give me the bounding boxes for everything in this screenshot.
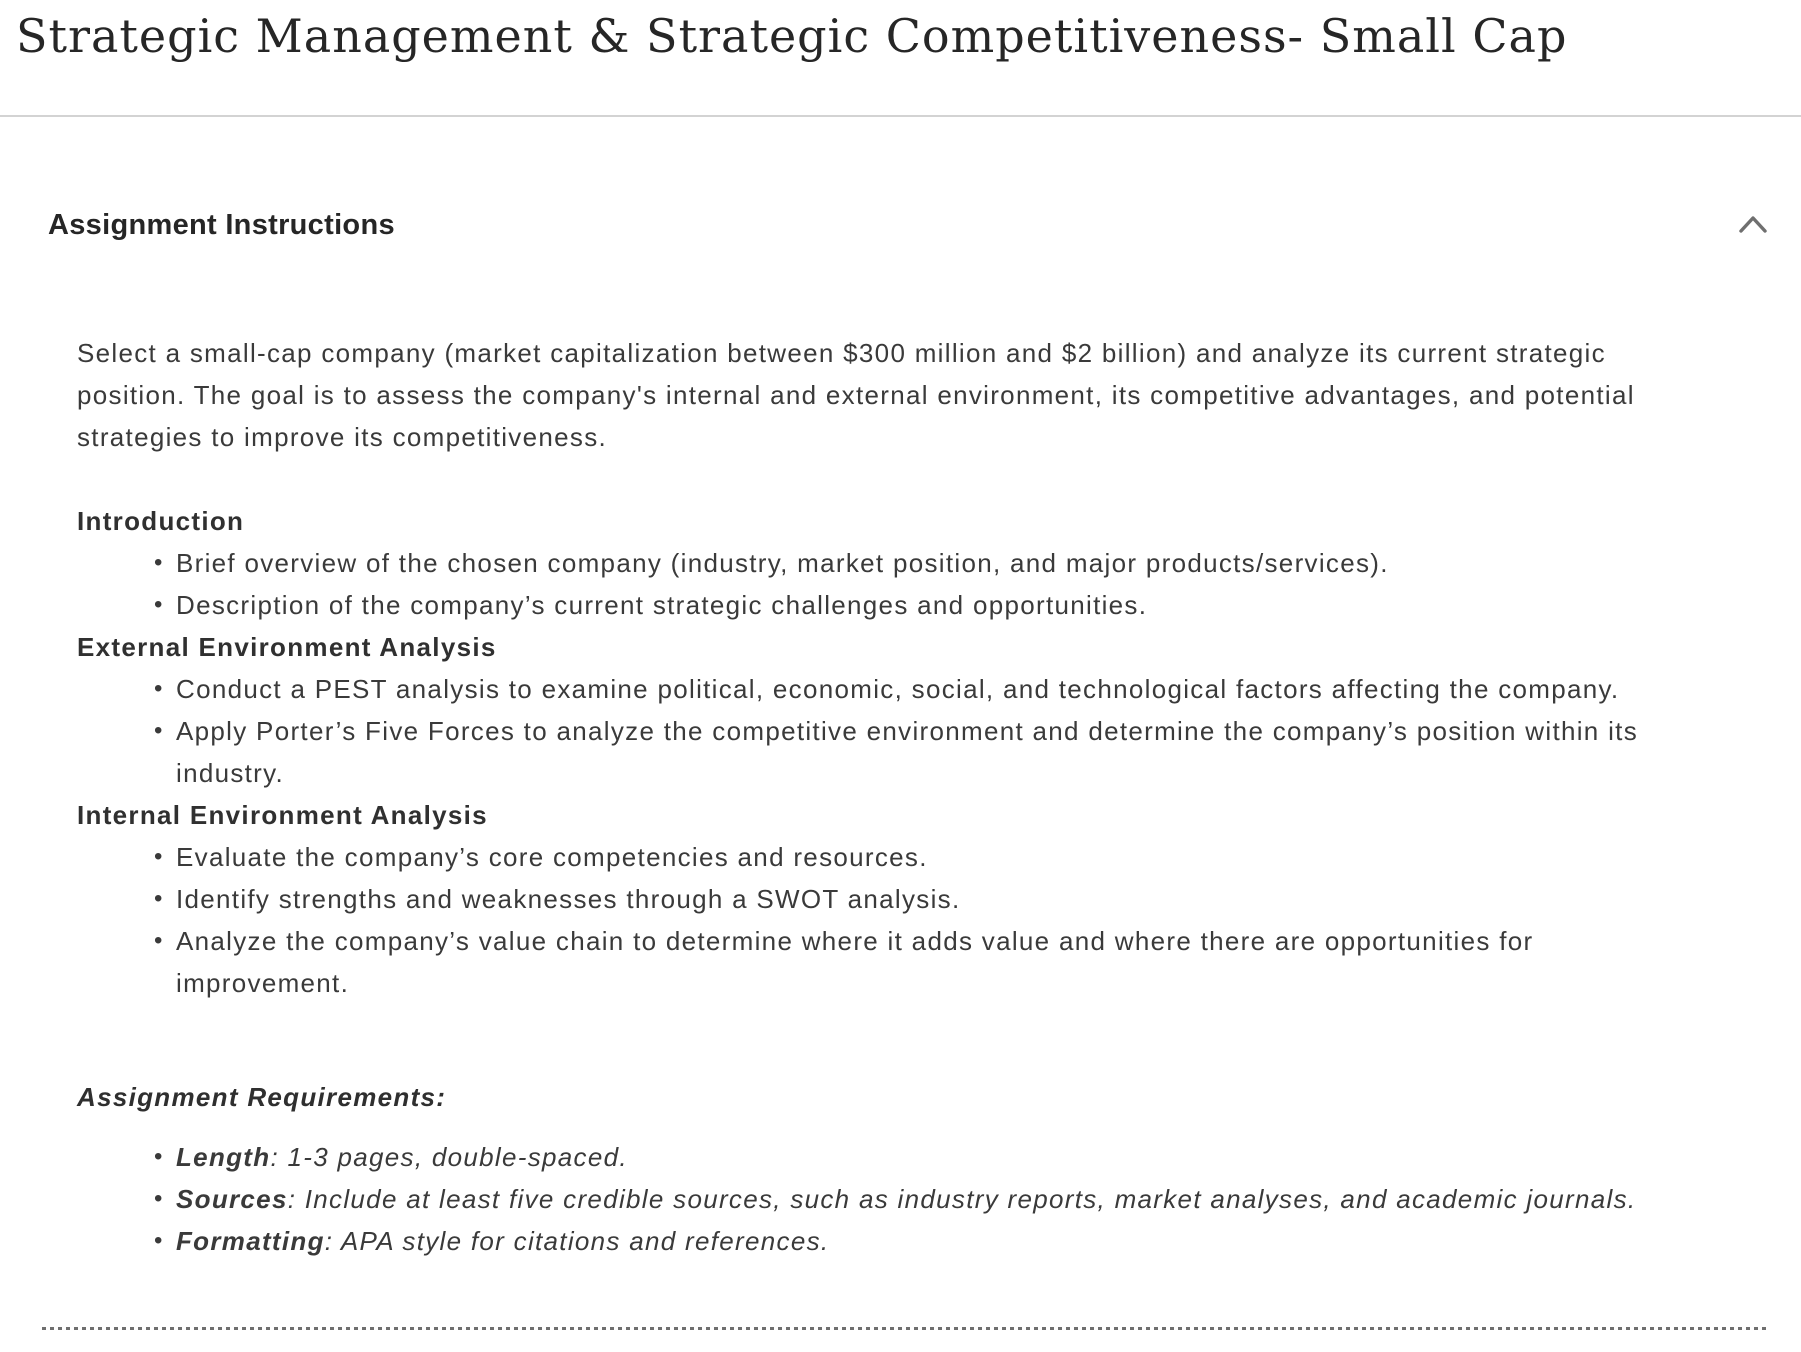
external-environment-bullet-list — [77, 668, 1753, 794]
list-item-text: Apply Porter’s Five Forces to analyze the competitive environment and determine the company’s position within its industry. — [176, 716, 1638, 788]
internal-environment-bullet-list — [77, 836, 1753, 1004]
panel-header — [48, 205, 1771, 245]
panel-body — [77, 332, 1753, 1262]
list-item — [154, 542, 1644, 584]
header-divider — [0, 115, 1801, 117]
list-item-text: Analyze the company’s value chain to determine where it adds value and where there are opportunities for improvement. — [176, 926, 1534, 998]
bullet-icon: • — [154, 885, 164, 912]
section-heading-external-environment: External Environment Analysis — [77, 632, 497, 662]
panel-heading: Assignment Instructions — [48, 209, 395, 241]
collapse-panel-button[interactable] — [1735, 210, 1771, 240]
requirement-text: : Include at least five credible sources, such as industry reports, market analyses, and academic journals. — [287, 1184, 1637, 1214]
list-item-text: Identify strengths and weaknesses through a SWOT analysis. — [176, 884, 961, 914]
requirement-label: Length — [176, 1142, 271, 1172]
list-item — [154, 878, 1644, 920]
list-item — [154, 584, 1644, 626]
list-item-text: Conduct a PEST analysis to examine political, economic, social, and technological factors affecting the company. — [176, 674, 1620, 704]
requirements-heading: Assignment Requirements: — [77, 1082, 447, 1112]
section-heading-internal-environment: Internal Environment Analysis — [77, 800, 488, 830]
requirement-label: Formatting — [176, 1226, 325, 1256]
bullet-icon: • — [154, 1185, 164, 1212]
chevron-up-icon — [1737, 226, 1769, 241]
list-item — [154, 1136, 1753, 1178]
bullet-icon: • — [154, 549, 164, 576]
assignment-instructions-panel — [0, 205, 1801, 1262]
list-item — [154, 920, 1644, 1004]
list-item-text: Description of the company’s current strategic challenges and opportunities. — [176, 590, 1148, 620]
bullet-icon: • — [154, 675, 164, 702]
bullet-icon: • — [154, 591, 164, 618]
bullet-icon: • — [154, 927, 164, 954]
requirement-text: : APA style for citations and references. — [324, 1226, 830, 1256]
section-heading-introduction: Introduction — [77, 506, 245, 536]
page-header — [0, 0, 1801, 66]
page-title: Strategic Management & Strategic Competitiveness- Small Cap — [16, 9, 1568, 63]
requirement-text: : 1-3 pages, double-spaced. — [270, 1142, 628, 1172]
bullet-icon: • — [154, 843, 164, 870]
list-item — [154, 710, 1644, 794]
intro-paragraph: Select a small-cap company (market capitalization between $300 million and $2 billion) and analyze its current strategic position. The goal is to assess the company's internal and external environment, its competitive advantages, and potential strategies to improve its competitiveness. — [77, 338, 1635, 452]
requirement-label: Sources — [176, 1184, 288, 1214]
list-item — [154, 1220, 1753, 1262]
list-item — [154, 668, 1644, 710]
list-item-text: Brief overview of the chosen company (industry, market position, and major products/services). — [176, 548, 1389, 578]
list-item — [154, 836, 1644, 878]
bullet-icon: • — [154, 1227, 164, 1254]
bottom-dashed-divider — [42, 1327, 1769, 1330]
requirements-list — [77, 1136, 1753, 1262]
introduction-bullet-list — [77, 542, 1753, 626]
bullet-icon: • — [154, 717, 164, 744]
list-item — [154, 1178, 1753, 1220]
bullet-icon: • — [154, 1143, 164, 1170]
list-item-text: Evaluate the company’s core competencies and resources. — [176, 842, 928, 872]
